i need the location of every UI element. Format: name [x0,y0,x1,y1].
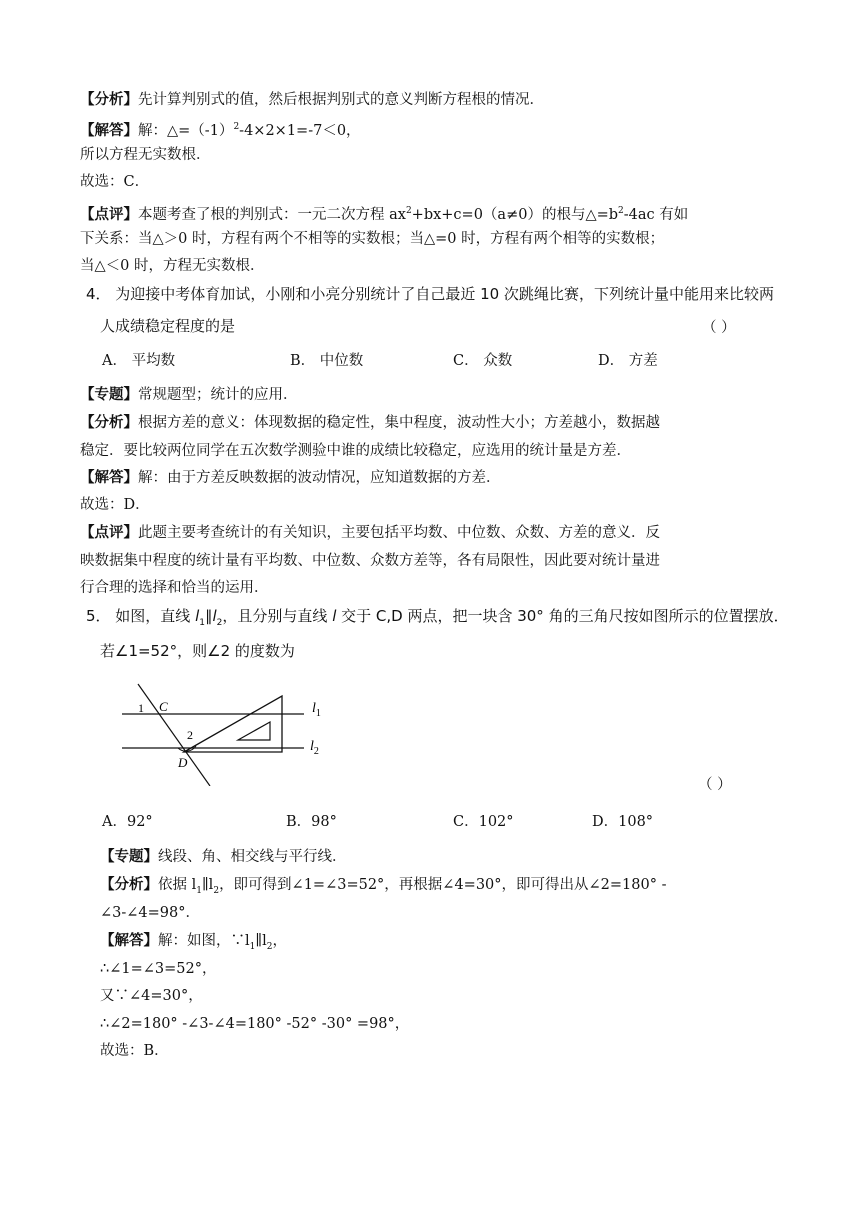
q4-stem-1: 4． 为迎接中考体育加试，小刚和小亮分别统计了自己最近 10 次跳绳比赛，下列统计量中能用来比较两 [86,285,774,303]
q5-topic-tag: 【专题】 [100,849,158,865]
q4-analysis-tag: 【分析】 [80,415,138,431]
label-2: 2 [187,728,193,742]
q5-option-b: B．98° [286,814,337,830]
q4-solution-line [80,468,501,488]
comment-sup-2: 2 [618,206,624,216]
line-l [138,684,210,786]
q5-solution-sub-1: 1 [249,941,256,952]
comment-text-a: 本题考查了根的判别式：一元二次方程 ax [138,206,406,223]
analysis-tag: 【分析】 [80,92,138,108]
q5-option-c: C．102° [453,814,514,830]
q5-topic-line [100,847,347,867]
q5-l: l [332,607,337,625]
q5-l2-sub: 2 [216,618,223,628]
q4-stem-2: 人成绩稳定程度的是 [100,317,236,335]
set-square-inner [238,722,270,740]
q4-topic-line [80,385,298,405]
q5-option-a: A．92° [102,814,153,830]
label-l1: $l_1$ [312,701,321,719]
q4-analysis-line-2: 稳定．要比较两位同学在五次数学测验中谁的成绩比较稳定，应选用的统计量是方差． [80,443,631,459]
q4-comment-line-2: 映数据集中程度的统计量有平均数、中位数、众数方差等，各有局限性，因此要对统计量进 [80,553,660,569]
q5-analysis-line-2: ∠3-∠4=98°． [100,905,200,921]
q5-analysis-sub-2: 2 [213,885,220,896]
q4-solution-tag: 【解答】 [80,470,138,486]
label-1: 1 [138,701,144,715]
q5-stem-a: 5． 如图，直线 [86,607,196,625]
label-D: D [178,755,188,770]
q5-option-d: D．108° [592,814,654,830]
q5-step-1: ∴∠1=∠3=52°， [100,961,217,977]
q5-topic-text: 线段、角、相交线与平行线． [158,849,347,865]
q5-solution-tag: 【解答】 [100,933,158,949]
q5-answer-paren: （ ） [698,777,732,793]
q4-comment-line-3: 行合理的选择和恰当的运用． [80,580,269,596]
q5-analysis-b: ∥l [201,877,214,893]
q5-solution-b: ∥l [255,933,267,949]
comment-tag: 【点评】 [80,206,138,223]
q4-analysis-text-1: 根据方差的意义：体现数据的稳定性，集中程度，波动性大小；方差越小，数据越 [138,415,660,431]
q4-option-a: A． 平均数 [102,353,176,369]
solution-text-a: 解：△=（-1） [138,122,234,139]
q4-option-c: C． 众数 [453,353,513,369]
q5-l1: l [195,607,200,625]
q5-analysis-a: 依据 l [158,877,197,893]
q5-solution-sub-2: 2 [266,941,273,952]
q4-option-b: B． 中位数 [290,353,364,369]
q5-stem-b: ，且分别与直线 [222,607,333,625]
q5-l2: l [212,607,217,625]
q5-step-3: ∴∠2=180° -∠3-∠4=180° -52° -30° =98°， [100,1016,410,1032]
q5-stem-c: 交于 C,D 两点，把一块含 30° 角的三角尺按如图所示的位置摆放． [336,607,789,625]
q4-answer-line: 故选：D． [80,497,150,513]
q4-topic-text: 常规题型；统计的应用． [138,387,298,403]
comment-line-3: 当△＜0 时，方程无实数根． [80,258,265,274]
solution-tag: 【解答】 [80,122,138,139]
comment-line-1 [80,201,688,225]
label-l2: $l_2$ [310,739,319,757]
comment-text-c: -4ac 有如 [623,206,689,223]
q5-solution-c: ， [272,933,287,949]
comment-text-b: +bx+c=0（a≠0）的根与△=b [411,206,619,223]
solution-sup: 2 [233,122,240,132]
analysis-line [80,90,544,110]
q5-analysis-sub-1: 1 [196,885,202,896]
q5-analysis-line-1 [100,875,667,901]
q5-analysis-c: ，即可得到∠1=∠3=52°，再根据∠4=30°，即可得出从∠2=180° - [219,877,667,893]
q5-step-2: 又∵∠4=30°， [100,988,203,1004]
q4-answer-paren: （ ） [702,320,736,336]
q4-option-d: D． 方差 [598,353,658,369]
q4-comment-line-1 [80,523,660,543]
q4-analysis-line-1 [80,413,660,433]
q5-stem-1 [86,606,789,633]
solution-line-2: 所以方程无实数根． [80,147,211,163]
solution-line [80,117,361,141]
q4-comment-text-1: 此题主要考查统计的有关知识，主要包括平均数、中位数、众数、方差的意义．反 [138,525,660,541]
q5-stem-2: 若∠1=52°，则∠2 的度数为 [100,642,295,660]
q4-comment-tag: 【点评】 [80,525,138,541]
q5-solution-line [100,931,287,957]
q5-solution-a: 解：如图，∵l [158,933,250,949]
q5-figure [104,676,344,786]
q5-l1-sub: 1 [199,618,205,628]
q5-parallel: ∥ [205,607,213,625]
solution-text-b: -4×2×1=-7＜0， [239,122,361,139]
q4-topic-tag: 【专题】 [80,387,138,403]
q5-analysis-tag: 【分析】 [100,877,158,893]
q5-answer-line: 故选：B． [100,1043,169,1059]
comment-sup-1: 2 [405,206,412,216]
q4-solution-text: 解：由于方差反映数据的波动情况，应知道数据的方差． [138,470,501,486]
answer-line: 故选：C． [80,174,150,190]
label-C: C [159,699,168,714]
analysis-text: 先计算判别式的值，然后根据判别式的意义判断方程根的情况． [138,92,544,108]
comment-line-2: 下关系：当△＞0 时，方程有两个不相等的实数根；当△=0 时，方程有两个相等的实数根； [80,231,665,247]
